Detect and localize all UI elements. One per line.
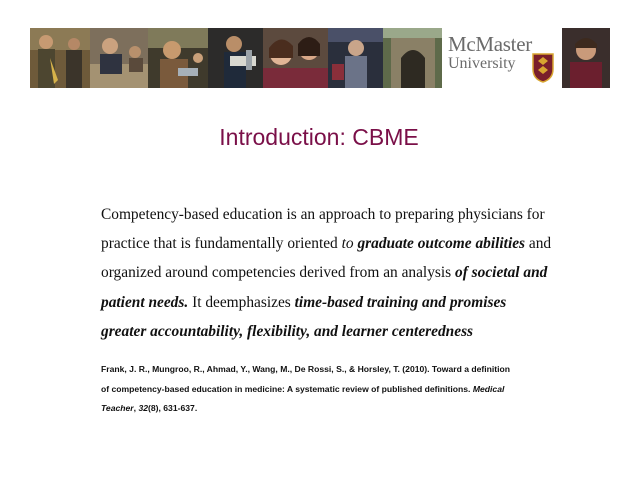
photo-lecturer bbox=[328, 28, 383, 88]
body-line: greater accountability, flexibility, and learner centeredness bbox=[101, 322, 474, 340]
photo-musicians bbox=[30, 28, 90, 88]
header-banner bbox=[30, 28, 610, 88]
mcmaster-crest-icon bbox=[532, 53, 554, 83]
citation-line: of competency-based education in medicine: A systematic review of published definitions. Medical bbox=[101, 383, 505, 394]
photo-student-portrait bbox=[562, 28, 610, 88]
body-line: patient needs. It deemphasizes time-based training and promises bbox=[101, 293, 507, 311]
photo-campus-building bbox=[383, 28, 442, 88]
slide-title: Introduction: CBME bbox=[219, 124, 419, 150]
photo-microscope bbox=[208, 28, 263, 88]
body-line: practice that is fundamentally oriented to graduate outcome abilities and bbox=[101, 235, 552, 253]
definition-paragraph bbox=[101, 200, 611, 346]
body-line: organized around competencies derived from an analysis of societal and bbox=[101, 264, 548, 282]
photo-classroom bbox=[90, 28, 148, 88]
photo-smiling-students bbox=[263, 28, 328, 88]
body-line: Competency-based education is an approach to preparing physicians for bbox=[101, 206, 545, 223]
logo-wordmark: McMaster bbox=[448, 32, 532, 56]
citation-line: Teacher, 32(8), 631-637. bbox=[101, 403, 198, 413]
logo-subtitle: University bbox=[448, 55, 516, 72]
citation-line: Frank, J. R., Mungroo, R., Ahmad, Y., Wang, M., De Rossi, S., & Horsley, T. (2010). Toward a definition bbox=[101, 364, 511, 374]
mcmaster-logo bbox=[442, 28, 562, 88]
photo-lab-students bbox=[148, 28, 208, 88]
citation bbox=[101, 360, 581, 419]
